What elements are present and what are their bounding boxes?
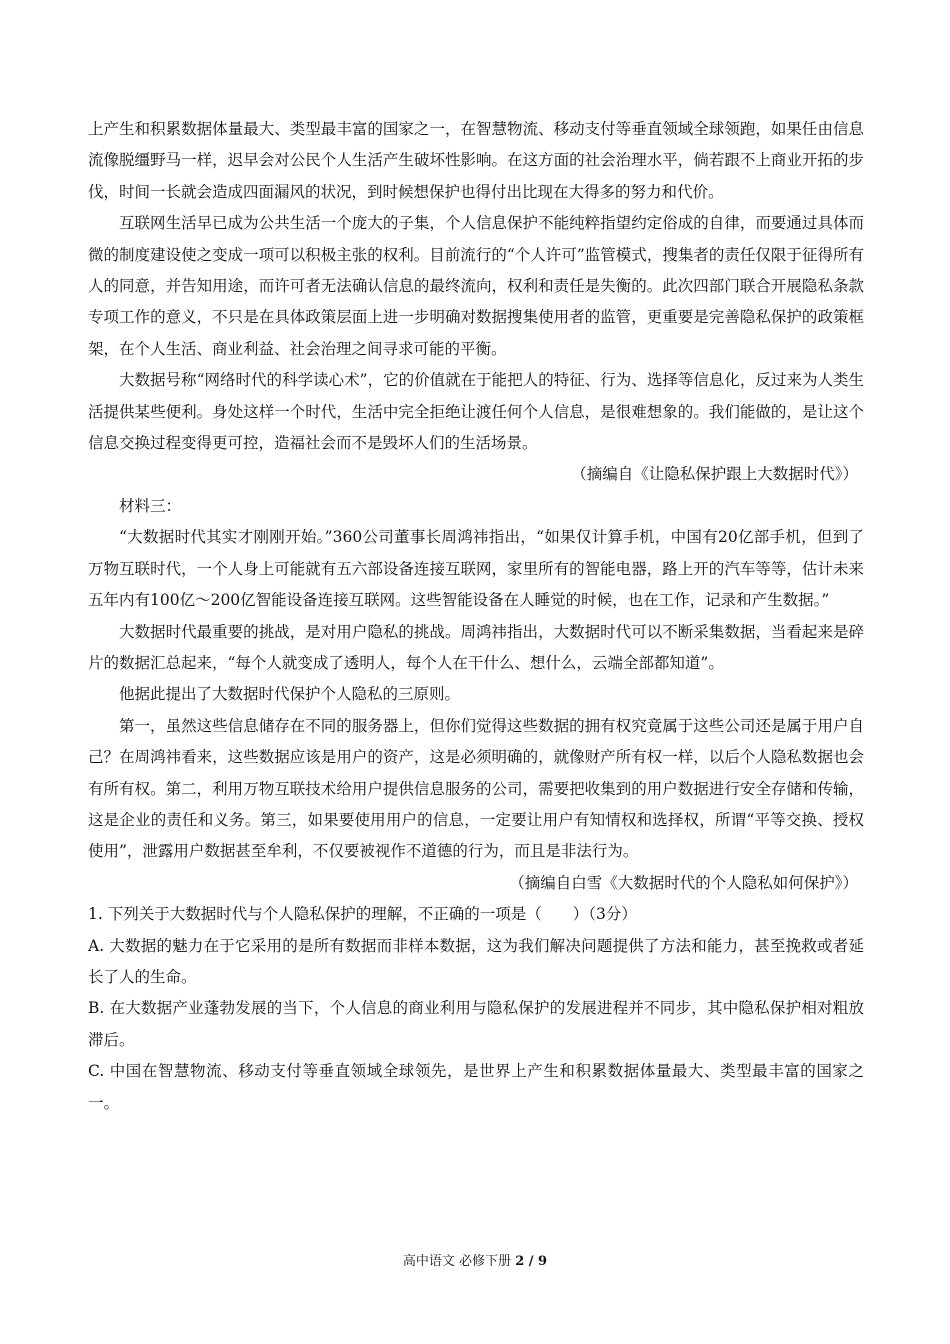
page-number: 2 / 9: [515, 1254, 548, 1269]
document-body: [88, 114, 864, 1119]
paragraph-continued: 上产生和积累数据体量最大、类型最丰富的国家之一，在智慧物流、移动支付等垂直领域全球领跑，如果任由信息流像脱缰野马一样，迟早会对公民个人生活产生破坏性影响。在这方面的社会治理水平，倘若跟不上商业开拓的步伐，时间一长就会造成四面漏风的状况，到时候想保护也得付出比现在大得多的努力和代价。: [88, 120, 864, 201]
question-option-c: C. 中国在智慧物流、移动支付等垂直领域全球领先，是世界上产生和积累数据体量最大、类型最丰富的国家之一。: [88, 1062, 864, 1112]
section-heading-material-3: 材料三：: [119, 496, 182, 515]
paragraph-three-principles-intro: 他据此提出了大数据时代保护个人隐私的三原则。: [119, 685, 461, 704]
source-citation-2: （摘编自白雪《大数据时代的个人隐私如何保护》）: [509, 873, 858, 892]
paragraph-internet-life: 互联网生活早已成为公共生活一个庞大的子集，个人信息保护不能纯粹指望约定俗成的自律，而要通过具体而微的制度建设使之变成一项可以积极主张的权利。目前流行的“个人许可”监管模式，搜集者的责任仅限于征得所有人的同意，并告知用途，而许可者无法确认信息的最终流向，权利和责任是失衡的。此次四部门联合开展隐私条款专项工作的意义，不只是在具体政策层面上进一步明确对数据搜集使用者的监管，更重要是完善隐私保护的政策框架，在个人生活、商业利益、社会治理之间寻求可能的平衡。: [88, 214, 864, 358]
footer-label: 高中语文 必修下册: [402, 1254, 512, 1269]
paragraph-quote-zhou: “大数据时代其实才刚刚开始。”360公司董事长周鸿祎指出，“如果仅计算手机，中国有20亿部手机，但到了万物互联时代，一个人身上可能就有五六部设备连接互联网，家里所有的智能电器，路上开的汽车等等，估计未来五年内有100亿～200亿智能设备连接互联网。这些智能设备在人睡觉的时候，也在工作，记录和产生数据。”: [88, 528, 864, 610]
question-option-a: A. 大数据的魅力在于它采用的是所有数据而非样本数据，这为我们解决问题提供了方法和能力，甚至挽救或者延长了人的生命。: [88, 936, 864, 986]
page-footer: [0, 1253, 950, 1271]
paragraph-privacy-challenge: 大数据时代最重要的挑战，是对用户隐私的挑战。周鸿祎指出，大数据时代可以不断采集数据，当看起来是碎片的数据汇总起来，“每个人就变成了透明人，每个人在干什么、想什么，云端全部都知道”。: [88, 622, 864, 672]
question-option-b: B. 在大数据产业蓬勃发展的当下，个人信息的商业利用与隐私保护的发展进程并不同步，其中隐私保护相对粗放滞后。: [88, 999, 864, 1049]
paragraph-three-principles: 第一，虽然这些信息储存在不同的服务器上，但你们觉得这些数据的拥有权究竟属于这些公司还是属于用户自己？在周鸿祎看来，这些数据应该是用户的资产，这是必须明确的，就像财产所有权一样，以后个人隐私数据也会有所有权。第二，利用万物互联技术给用户提供信息服务的公司，需要把收集到的用户数据进行安全存储和传输，这是企业的责任和义务。第三，如果要使用用户的信息，一定要让用户有知情权和选择权，所谓“平等交换、授权使用”，泄露用户数据甚至牟利，不仅要被视作不道德的行为，而且是非法行为。: [88, 716, 864, 861]
paragraph-big-data: 大数据号称“网络时代的科学读心术”，它的价值就在于能把人的特征、行为、选择等信息化，反过来为人类生活提供某些便利。身处这样一个时代，生活中完全拒绝让渡任何个人信息，是很难想象的。我们能做的，是让这个信息交换过程变得更可控，造福社会而不是毁坏人们的生活场景。: [88, 371, 864, 453]
source-citation-1: （摘编自《让隐私保护跟上大数据时代》）: [571, 465, 858, 484]
question-stem: 1. 下列关于大数据时代与个人隐私保护的理解，不正确的一项是（ ）（3分）: [88, 905, 637, 924]
